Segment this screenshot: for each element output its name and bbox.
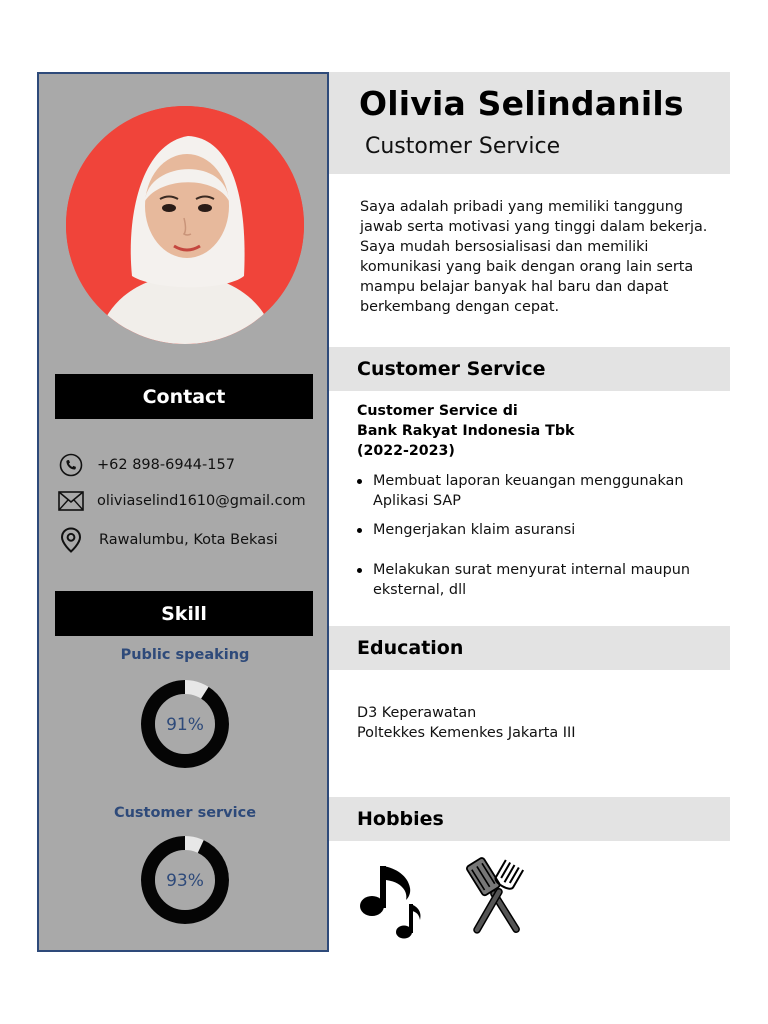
sidebar (37, 72, 329, 952)
experience-heading: Customer Service (329, 347, 730, 391)
hobbies-heading: Hobbies (329, 797, 730, 841)
contact-email[interactable] (57, 487, 327, 515)
skill-donut-public-speaking (138, 677, 232, 771)
person-name: Olivia Selindanils (359, 84, 684, 123)
profile-summary: Saya adalah pribadi yang memiliki tanggung jawab serta motivasi yang tinggi dalam bekerja. Saya mudah bersosialisasi dan memiliki komunikasi yang baik dengan orang lain serta mampu belajar banyak hal baru dan dapat berkembang dengan cepat. (360, 199, 708, 315)
mail-icon (57, 487, 85, 515)
skill-percent-customer-service: 93% (166, 871, 204, 891)
contact-phone[interactable] (57, 451, 327, 479)
skill-label-customer-service: Customer service (113, 805, 257, 821)
experience-bullet: Membuat laporan keuangan menggunakan Aplikasi SAP (357, 471, 717, 511)
profile-photo-illustration (66, 106, 304, 344)
education-school: Poltekkes Kemenkes Jakarta III (357, 725, 576, 741)
education-degree: D3 Keperawatan (357, 705, 477, 721)
header-band (329, 72, 730, 174)
skill-heading: Skill (55, 591, 313, 636)
skill-label-public-speaking: Public speaking (120, 647, 250, 663)
phone-icon (57, 451, 85, 479)
contact-location-text: Rawalumbu, Kota Bekasi (99, 532, 278, 548)
experience-bullet: Melakukan surat menyurat internal maupun eksternal, dll (357, 560, 717, 600)
contact-phone-text: +62 898-6944-157 (97, 457, 235, 473)
contact-location (57, 526, 327, 554)
job-title (357, 401, 717, 461)
job-company-line: Bank Rakyat Indonesia Tbk (357, 423, 575, 439)
fork-spatula-icon (460, 852, 532, 942)
skill-donut-customer-service (138, 833, 232, 927)
contact-email-text: oliviaselind1610@gmail.com (97, 493, 306, 509)
education-heading: Education (329, 626, 730, 670)
skill-percent-public-speaking: 91% (166, 715, 204, 735)
job-title-line: Customer Service di (357, 403, 518, 419)
person-role: Customer Service (365, 134, 561, 159)
music-notes-icon (356, 852, 428, 942)
experience-bullet: Mengerjakan klaim asuransi (357, 520, 717, 540)
location-pin-icon (57, 526, 85, 554)
profile-photo (66, 106, 304, 344)
contact-heading: Contact (55, 374, 313, 419)
education-details (357, 703, 717, 743)
job-period-line: (2022-2023) (357, 443, 455, 459)
